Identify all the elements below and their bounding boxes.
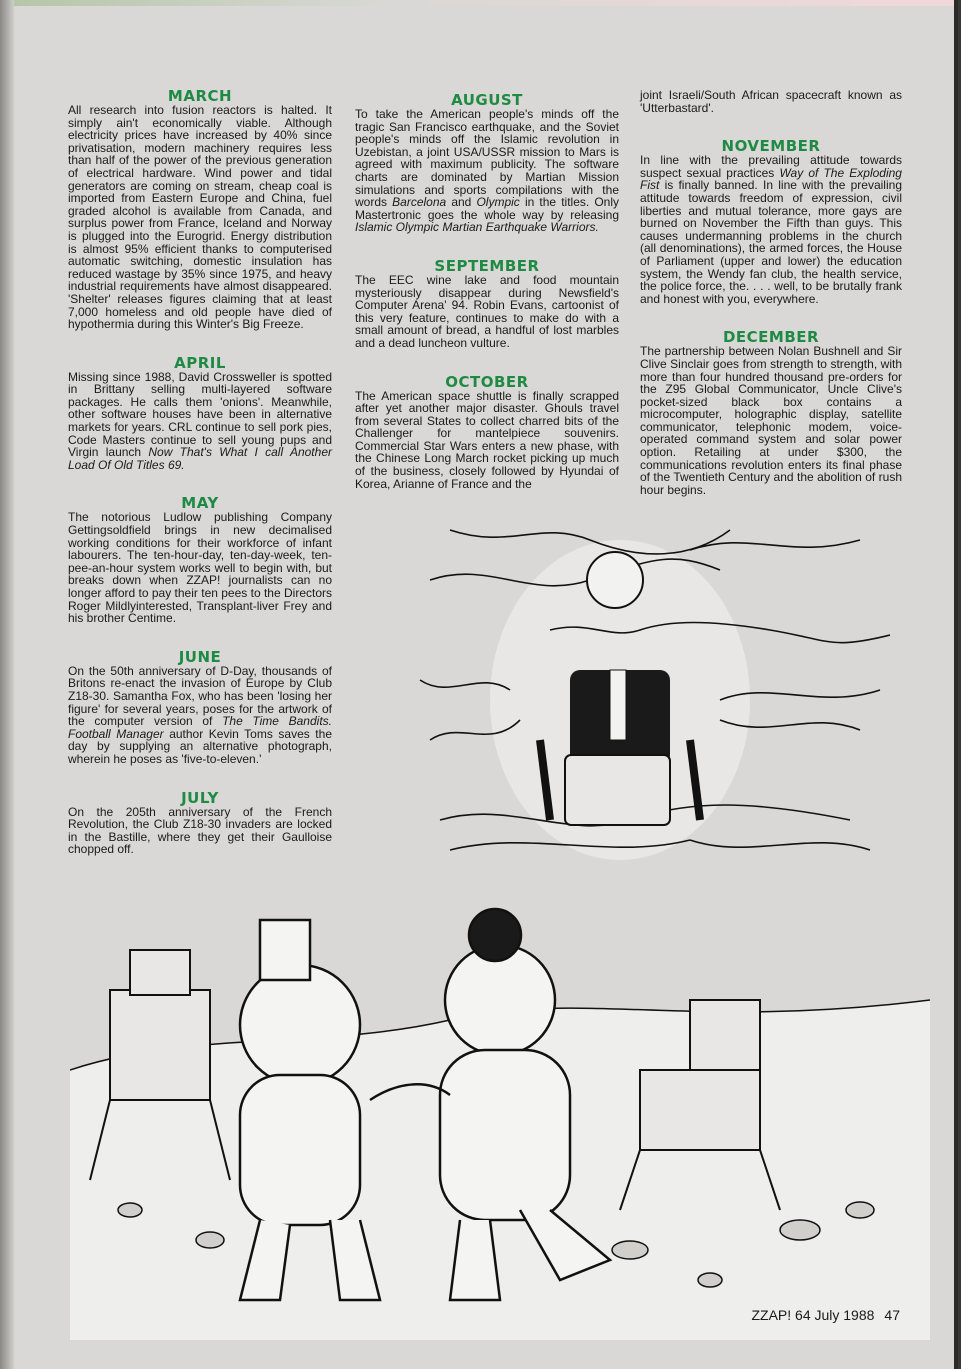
month-heading: DECEMBER (722, 328, 820, 347)
month-heading: AUGUST (451, 91, 523, 109)
cartoon-astronauts-handshake (70, 880, 930, 1340)
month-body: The partnership between Nolan Bushnell and Sir Clive Sinclair goes from strength to strength, with more than four hundred thousand pre-orders for the Z95 Global Communicator, Uncle Clive's pocket-sized black box contains a microcomputer, holographic display, satellite communicator, telephonic modem, voice-operated command system and solar power option. Retailing at under $300, the communications revolution enters its final phase of the Twentieth Century and the abolition of rush hour begins. (640, 344, 902, 497)
title-italic: Islamic Olympic Martian Earthquake Warriors. (355, 220, 599, 235)
title-italic: The Time Bandits. Football Manager (68, 714, 332, 741)
top-colour-strip (14, 0, 958, 6)
cartoon-wired-man (390, 520, 910, 880)
month-body: The American space shuttle is finally scrapped after yet another major disaster. Ghouls travel from several States to collect charred bits of the Challenger for mantelpiece souvenirs. Commercial Star Wars enters a new phase, with the Chinese Long March rocket picking up much of the business, closely followed by Hyundai of Korea, Arianne of France and the (355, 388, 619, 491)
column-left (68, 88, 332, 880)
month-heading: JULY (181, 788, 219, 807)
section-may (68, 495, 332, 624)
body-text: In line with the prevailing attitude towards suspect sexual practices (640, 153, 902, 180)
section-october-continued (640, 89, 902, 114)
body-text: in the titles. Only Mastertronic goes the whole way by releasing (355, 195, 619, 222)
issue-label: ZZAP! 64 July 1988 (751, 1307, 875, 1323)
page-footer (751, 1307, 900, 1323)
title-italic: Olympic (476, 195, 520, 210)
title-italic: Barcelona (392, 195, 447, 210)
body-text: To take the American people's minds off the tragic San Francisco earthquake, and the Soviet people's minds off the Islamic revolution in Uzebistan, a joint USA/USSR mission to Mars is agreed with maximum publicity. The software charts are dominated by Martian Mission simulations and sports compilations with the words (355, 107, 619, 210)
title-italic: Now That's What I call Another Load Of Old Titles 69. (68, 445, 332, 472)
body-text: On the 50th anniversary of D-Day, thousands of Britons re-enact the invasion of Europe by Club Z18-30. Samantha Fox, who has been 'losing her figure' for several years, poses for the artwork of the computer version of (68, 663, 332, 729)
page-edge (954, 0, 958, 1369)
section-december (640, 329, 902, 496)
page-number: 47 (884, 1307, 900, 1323)
month-body (640, 154, 902, 305)
month-body: The EEC wine lake and food mountain mysteriously disappear during Newsfield's Computer Arena' 94. Robin Evans, cartoonist of this very feature, continues to make do with a small amount of bread, a handful of lost marbles and a dead luncheon vulture. (355, 272, 619, 350)
month-heading: NOVEMBER (721, 137, 821, 156)
section-october (355, 374, 619, 491)
month-heading: MAY (181, 494, 219, 513)
column-right (640, 89, 902, 520)
section-april (68, 355, 332, 472)
month-heading: MARCH (167, 87, 233, 105)
section-november (640, 138, 902, 305)
month-body (355, 108, 619, 234)
month-body: On the 205th anniversary of the French Revolution, the Club Z18-30 invaders are locked in the Bastille, where they get their Gaulloise chopped off. (68, 804, 332, 857)
month-body: All research into fusion reactors is halted. It simply ain't economically viable. Although electricity prices have increased by 40% since privatisation, modern machinery requires less than half of the power of the previous generation of electrical hardware. Wind power and tidal generators are coming on stream, cheap coal is imported from Eastern Europe and China, fuel graded alcohol is available from Canada, and surplus power from France, Iceland and Norway is plugged into the Eurogrid. Energy distribution is almost 95% efficient thanks to computerised automatic switching, domestic insulation has reduced wastage by 35% since 1975, and heavy industrial requirements have almost disappeared. 'Shelter' releases figures claiming that at least 7,000 homeless and old people have died of hypothermia during this Winter's Big Freeze. (68, 103, 332, 332)
month-heading: APRIL (174, 353, 226, 372)
body-text: Missing since 1988, David Crossweller is spotted in Brittany selling multi-layered software packages. He calls them 'onions'. Meanwhile, other software houses have been in alternative markets for years. CRL continue to sell pork pies, Code Masters continue to sell young pups and Virgin launch (68, 369, 332, 460)
body-text: is finally banned. In line with the prevailing attitude towards freedom of expression, civil liberties and mutual tolerance, more gays are burned on November the Fifth than guys. This causes undermanning problems in the church (all denominations), the armed forces, the House of Parliament (upper and lower) the education system, the Wendy fan club, the health service, the police force, the. . . . well, to be brutally frank and honest with you, everywhere. (640, 178, 902, 306)
section-june (68, 649, 332, 766)
month-body: joint Israeli/South African spacecraft known as 'Utterbastard'. (640, 88, 902, 115)
section-september (355, 258, 619, 350)
title-italic: Way of The Exploding Fist (640, 165, 902, 193)
section-july (68, 790, 332, 856)
month-heading: SEPTEMBER (434, 256, 540, 275)
month-heading: JUNE (178, 647, 222, 666)
body-text: and (451, 195, 472, 210)
section-march (68, 88, 332, 331)
month-body (68, 371, 332, 472)
body-text: author Kevin Toms saves the day by supplying an alternative photograph, wherein he poses as 'five-to-eleven.' (68, 726, 332, 766)
month-heading: OCTOBER (445, 372, 529, 391)
month-body: The notorious Ludlow publishing Company Gettingsoldfield brings in new decimalised working conditions for their workforce of infant labourers. The ten-hour-day, ten-day-week, ten-pee-an-hour system works well to begin with, but breaks down when ZZAP! journalists can no longer afford to pay their ten pees to the Directors Roger Mildlyinterested, Transplant-liver Frey and his brother Centime. (68, 510, 332, 626)
month-body (68, 665, 332, 766)
section-august (355, 92, 619, 234)
page-spine-shadow (0, 0, 14, 1369)
column-middle (355, 92, 619, 514)
